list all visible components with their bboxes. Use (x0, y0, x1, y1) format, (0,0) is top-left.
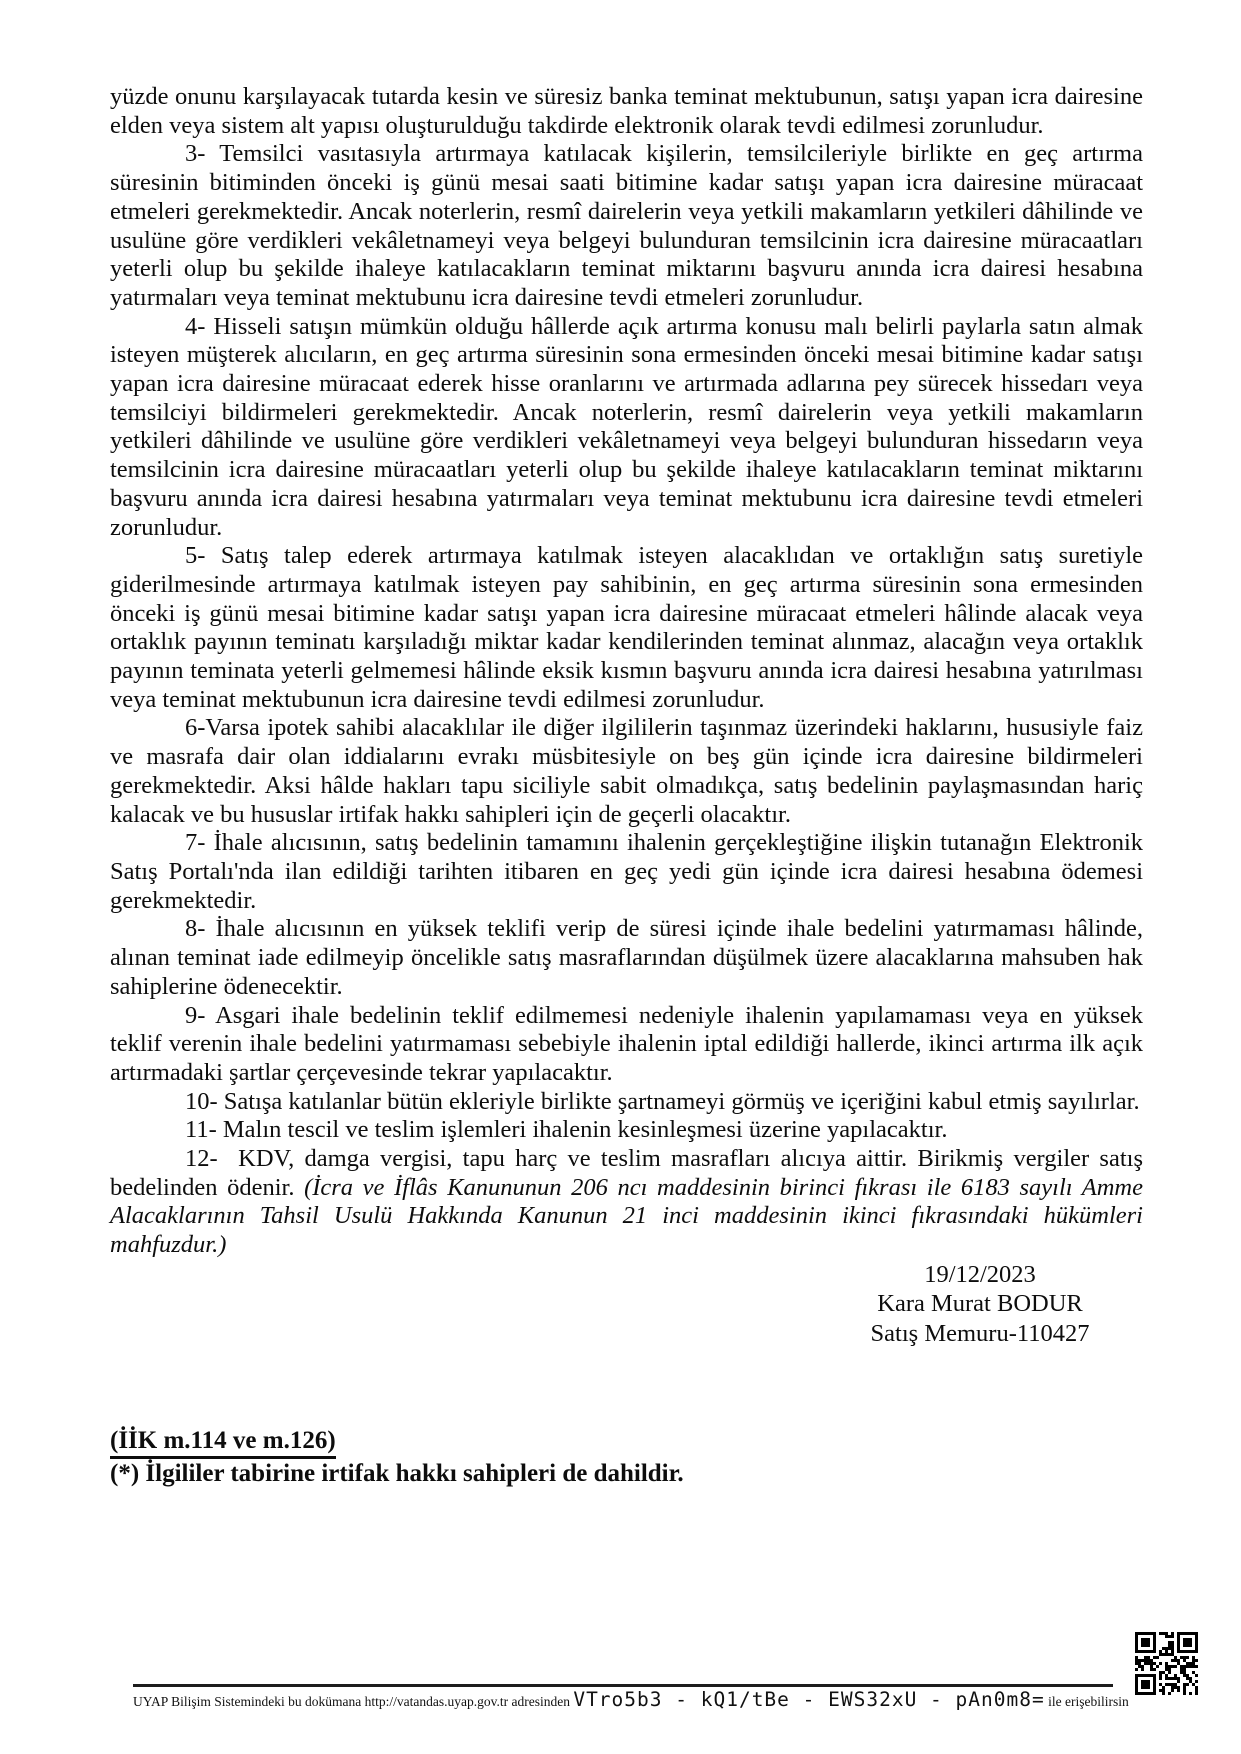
paragraph-9: 9- Asgari ihale bedelinin teklif edilmemesi nedeniyle ihalenin yapılamaması veya en yüksek teklif verenin ihale bedelini yatırmaması sebebiyle ihalenin iptal edildiği hallerde, ikinci artırma ilk açık artırmadaki şartlar çerçevesinde tekrar yapılacaktır. (110, 1001, 1143, 1086)
signature-block (815, 1260, 1145, 1349)
footer-verification-line (133, 1688, 1133, 1711)
footer-suffix: ile erişebilirsin (1044, 1694, 1129, 1709)
footer-divider (133, 1684, 1113, 1687)
paragraph-5: 5- Satış talep ederek artırmaya katılmak isteyen alacaklıdan ve ortaklığın satış suretiyle giderilmesinde artırmaya katılmak isteyen pay sahibinin, en geç artırma süresinin sona ermesinden önceki iş günü mesai bitimine kadar satışı yapan icra dairesine müracaat etmeleri hâlinde alacak veya ortaklık payının teminatı karşıladığı miktar kadar kendilerinden teminat alınmaz, alacağın veya ortaklık payının teminata yeterli gelmemesi hâlinde eksik kısmın başvuru anında icra dairesi hesabına yatırılması veya teminat mektubunun icra dairesine tevdi edilmesi zorunludur. (110, 542, 1143, 713)
continuation-paragraph: yüzde onunu karşılayacak tutarda kesin ve süresiz banka teminat mektubunun, satışı yapan icra dairesine elden veya sistem alt yapısı oluşturulduğu takdirde elektronik olarak tevdi edilmesi zorunludur. (110, 83, 1143, 139)
footnotes-block (110, 1426, 1143, 1488)
paragraph-10: 10- Satışa katılanlar bütün ekleriyle birlikte şartnameyi görmüş ve içeriğini kabul etmiş sayılırlar. (185, 1087, 1140, 1115)
paragraph-12-lead: 12- KDV, damga vergisi, tapu harç ve teslim masrafları alıcıya aittir. Birikmiş vergiler satış bedelinden ödenir. (110, 1145, 1143, 1201)
paragraph-3: 3- Temsilci vasıtasıyla artırmaya katılacak kişilerin, temsilcileriyle birlikte en geç artırma süresinin bitiminden önceki iş günü mesai saati bitimine kadar satışı yapan icra dairesine müracaat etmeleri gerekmektedir. Ancak noterlerin, resmî dairelerin veya yetkili makamların yetkileri dâhilinde ve usulüne göre verdikleri vekâletnameyi veya belgeyi bulunduran temsilcinin icra dairesine müracaatları yeterli olup bu şekilde ihaleye katılacakların teminat miktarını başvuru anında icra dairesi hesabına yatırmaları veya teminat mektubunu icra dairesine tevdi etmeleri zorunludur. (110, 140, 1143, 311)
signature-title: Satış Memuru-110427 (870, 1319, 1090, 1347)
footer-prefix: UYAP Bilişim Sistemindeki bu dokümana http://vatandas.uyap.gov.tr adresinden (133, 1694, 574, 1709)
paragraph-12 (110, 1145, 1143, 1260)
signature-date: 19/12/2023 (924, 1260, 1036, 1288)
law-reference: (İİK m.114 ve m.126) (110, 1426, 336, 1459)
paragraph-4: 4- Hisseli satışın mümkün olduğu hâllerde açık artırma konusu malı belirli paylarla satın almak isteyen müşterek alıcıların, en geç artırma süresinin sona ermesinden önceki mesai bitimine kadar satışı yapan icra dairesine müracaat ederek hisse oranlarını ve artırmada adlarına pey sürecek hissedarı veya temsilciyi bildirmeleri gerekmektedir. Ancak noterlerin, resmî dairelerin veya yetkili makamların yetkileri dâhilinde ve usulüne göre verdikleri vekâletnameyi veya belgeyi bulunduran hissedarın veya temsilcinin icra dairesine müracaatları yeterli olup bu şekilde ihaleye katılacakların teminat miktarını başvuru anında icra dairesi hesabına yatırmaları veya teminat mektubunu icra dairesine tevdi etmeleri zorunludur. (110, 312, 1143, 541)
paragraph-12-law-citation: (İcra ve İflâs Kanununun 206 ncı maddesinin birinci fıkrası ile 6183 sayılı Amme Alacaklarının Tahsil Usulü Hakkında Kanunun 21 inci maddesinin ikinci fıkrasındaki hükümleri mahfuzdur.) (110, 1173, 1143, 1259)
paragraph-7: 7- İhale alıcısının, satış bedelinin tamamını ihalenin gerçekleştiğine ilişkin tutanağın Elektronik Satış Portalı'nda ilan edildiği tarihten itibaren en geç yedi gün içinde icra dairesi hesabına ödemesi gerekmektedir. (110, 829, 1143, 914)
paragraph-11: 11- Malın tescil ve teslim işlemleri ihalenin kesinleşmesi üzerine yapılacaktır. (185, 1116, 948, 1144)
document-body (110, 83, 1143, 1488)
verification-code: VTro5b3 - kQ1/tBe - EWS32xU - pAn0m8= (573, 1688, 1045, 1711)
footnote-text: (*) İlgililer tabirine irtifak hakkı sahipleri de dahildir. (110, 1460, 684, 1488)
paragraph-6: 6-Varsa ipotek sahibi alacaklılar ile diğer ilgililerin taşınmaz üzerindeki haklarını, hususiyle faiz ve masrafa dair olan iddialarını evrakı müsbitesiyle on beş gün içinde icra dairesine bildirmeleri gerekmektedir. Aksi hâlde hakları tapu siciliyle sabit olmadıkça, satış bedelinin paylaşmasından hariç kalacak ve bu hususlar irtifak hakkı sahipleri için de geçerli olacaktır. (110, 714, 1143, 828)
signature-name: Kara Murat BODUR (877, 1290, 1083, 1318)
paragraph-8: 8- İhale alıcısının en yüksek teklifi verip de süresi içinde ihale bedelini yatırmaması hâlinde, alınan teminat iade edilmeyip öncelikle satış masraflarından düşülmek üzere alacaklarına mahsuben hak sahiplerine ödenecektir. (110, 915, 1143, 1000)
qr-code-icon (1135, 1632, 1198, 1695)
